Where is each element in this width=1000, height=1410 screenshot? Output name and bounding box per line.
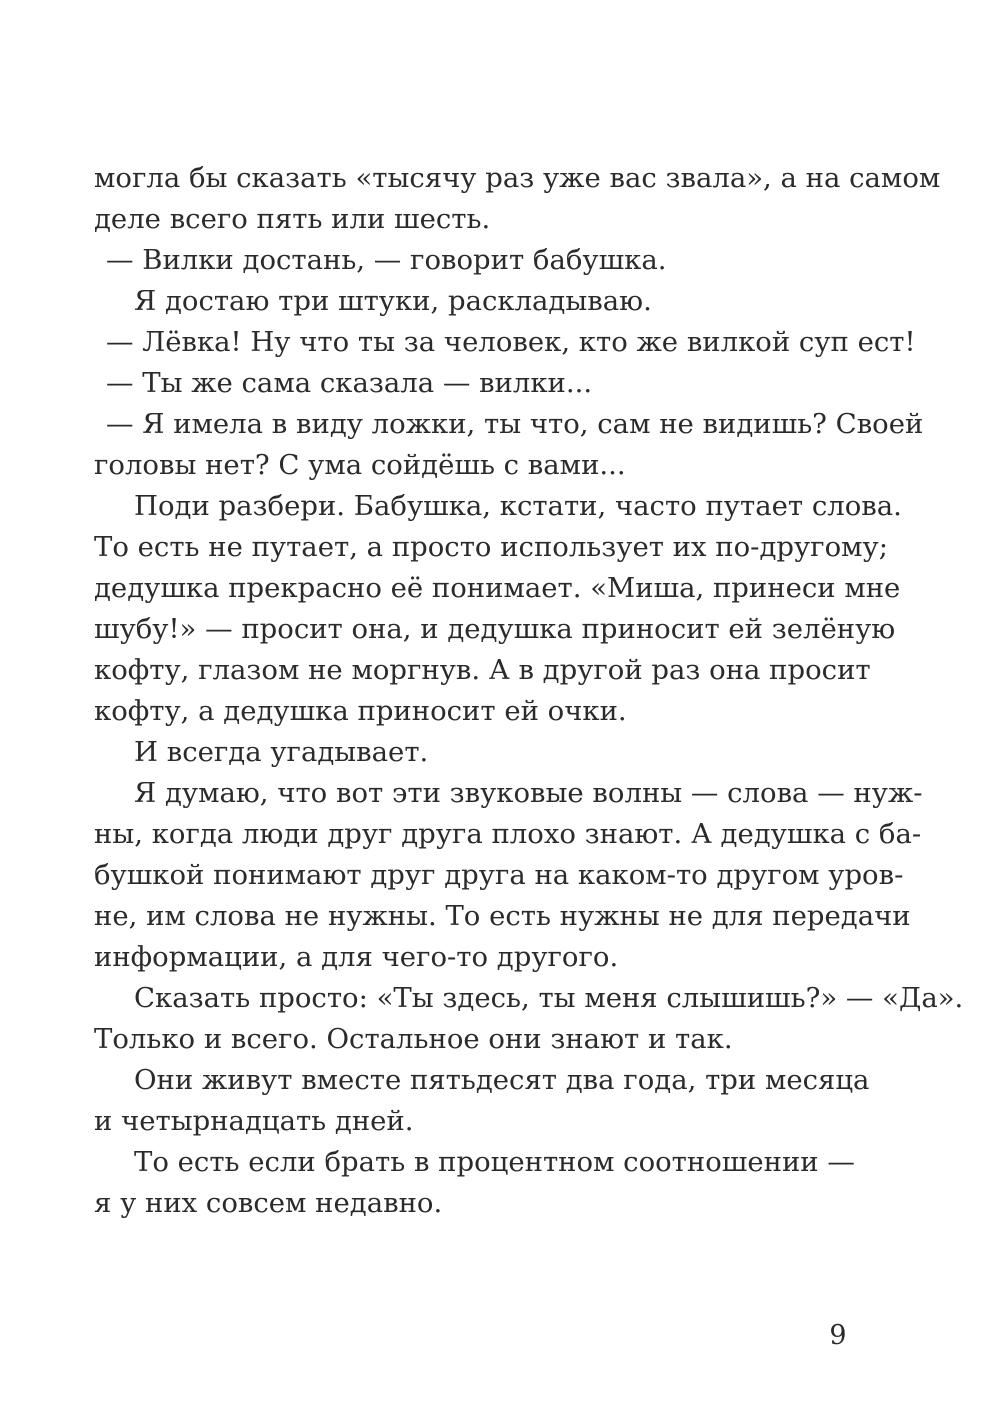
text-line: Они живут вместе пятьдесят два года, три месяца [134, 1064, 870, 1096]
text-line: — Лёвка! Ну что ты за человек, кто же вилкой суп ест! [106, 326, 916, 358]
text-line: То есть не путает, а просто использует их по-другому; [94, 531, 888, 563]
page-number: 9 [829, 1320, 847, 1351]
text-line: деле всего пять или шесть. [94, 203, 491, 235]
text-line: Поди разбери. Бабушка, кстати, часто путает слова. [134, 490, 902, 522]
text-line: И всегда угадывает. [134, 736, 429, 768]
text-line: Я думаю, что вот эти звуковые волны — слова — нуж- [134, 777, 923, 809]
text-line: информации, а для чего-то другого. [94, 941, 619, 973]
text-line: — Вилки достань, — говорит бабушка. [106, 244, 667, 276]
text-line: Только и всего. Остальное они знают и так. [94, 1023, 733, 1055]
text-line: Сказать просто: «Ты здесь, ты меня слышишь?» — «Да». [134, 982, 964, 1014]
text-line: — Я имела в виду ложки, ты что, сам не видишь? Своей [106, 408, 924, 440]
text-line: кофту, а дедушка приносит ей очки. [94, 695, 627, 727]
text-line: я у них совсем недавно. [94, 1187, 443, 1219]
text-line: ны, когда люди друг друга плохо знают. А дедушка с ба- [94, 818, 922, 850]
text-line: бушкой понимают друг друга на каком-то другом уров- [94, 859, 904, 891]
text-line: не, им слова не нужны. То есть нужны не для передачи [94, 900, 911, 932]
text-line: дедушка прекрасно её понимает. «Миша, принеси мне [94, 572, 901, 604]
text-line: и четырнадцать дней. [94, 1105, 414, 1137]
text-line: головы нет? С ума сойдёшь с вами... [94, 449, 626, 481]
text-line: шубу!» — просит она, и дедушка приносит ей зелёную [94, 613, 896, 645]
text-line: могла бы сказать «тысячу раз уже вас звала», а на самом [94, 162, 941, 194]
text-line: — Ты же сама сказала — вилки... [106, 367, 593, 399]
body-text [94, 158, 964, 1224]
text-line: То есть если брать в процентном соотношении — [134, 1146, 855, 1178]
text-line: Я достаю три штуки, раскладываю. [134, 285, 652, 317]
text-line: кофту, глазом не моргнув. А в другой раз она просит [94, 654, 871, 686]
